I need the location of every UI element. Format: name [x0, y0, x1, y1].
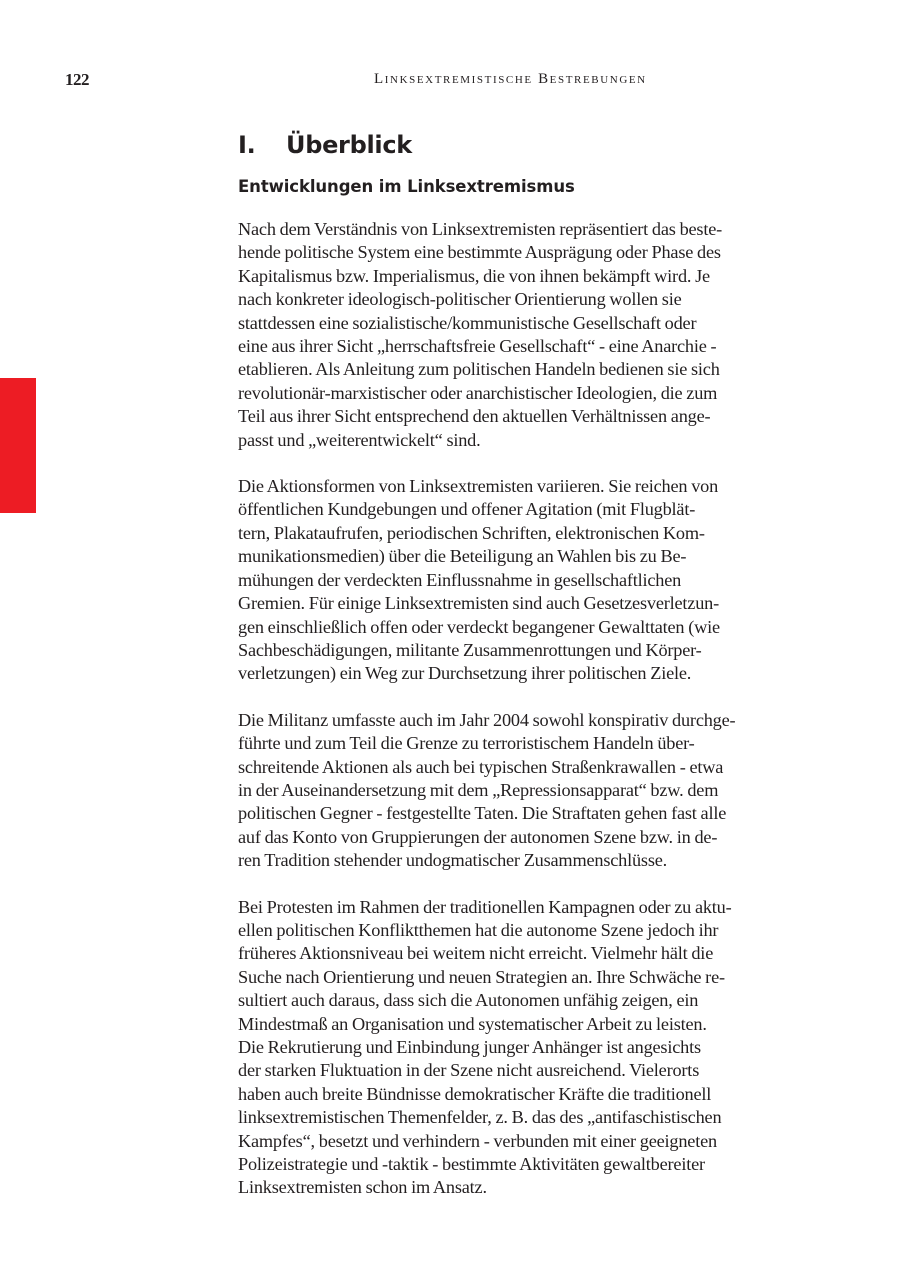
text-line: Kapitalismus bzw. Imperialismus, die von ihnen bekämpft wird. Je — [238, 265, 710, 286]
text-line: ren Tradition stehender undogmatischer Zusammenschlüsse. — [238, 850, 668, 871]
paragraph-1 — [238, 218, 808, 452]
text-line: öffentlichen Kundgebungen und offener Agitation (mit Flugblät- — [238, 499, 696, 520]
section-title: Entwicklungen im Linksextremismus — [238, 177, 575, 196]
text-line: verletzungen) ein Weg zur Durchsetzung ihrer politischen Ziele. — [238, 663, 692, 684]
text-line: revolutionär-marxistischer oder anarchistischer Ideologien, die zum — [238, 382, 718, 403]
text-line: Gremien. Für einige Linksextremisten sind auch Gesetzesverletzun- — [238, 593, 719, 614]
text-line: gen einschließlich offen oder verdeckt begangener Gewalttaten (wie — [238, 616, 720, 637]
text-line: mühungen der verdeckten Einflussnahme in gesellschaftlichen — [238, 569, 682, 590]
text-line: Die Rekrutierung und Einbindung junger Anhänger ist angesichts — [238, 1037, 701, 1057]
text-line: führte und zum Teil die Grenze zu terroristischem Handeln über- — [238, 733, 695, 754]
paragraph-2 — [238, 475, 808, 686]
text-line: ellen politischen Konfliktthemen hat die autonome Szene jedoch ihr — [238, 919, 719, 940]
paragraph-3 — [238, 709, 808, 873]
text-line: Die Militanz umfasste auch im Jahr 2004 sowohl konspirativ durchge- — [238, 709, 736, 730]
text-line: Die Aktionsformen von Linksextremisten variieren. Sie reichen von — [238, 476, 719, 497]
text-line: munikationsmedien) über die Beteiligung an Wahlen bis zu Be- — [238, 546, 687, 567]
text-line: stattdessen eine sozialistische/kommunistische Gesellschaft oder — [238, 312, 697, 333]
text-line: der starken Fluktuation in der Szene nicht ausreichend. Vielerorts — [238, 1060, 700, 1081]
text-line: linksextremistischen Themenfelder, z. B. das des „antifaschistischen — [238, 1107, 722, 1128]
text-line: Bei Protesten im Rahmen der traditionellen Kampagnen oder zu aktu- — [238, 896, 732, 917]
text-line: in der Auseinandersetzung mit dem „Repressionsapparat“ bzw. dem — [238, 779, 719, 800]
text-line: hende politische System eine bestimmte Ausprägung oder Phase des — [238, 242, 721, 263]
text-line: schreitende Aktionen als auch bei typischen Straßenkrawallen - etwa — [238, 756, 724, 777]
chapter-number: I. — [238, 131, 256, 159]
running-head: Linksextremistische Bestrebungen — [374, 71, 647, 87]
chapter-title — [238, 126, 808, 164]
text-line: Nach dem Verständnis von Linksextremisten repräsentiert das beste- — [238, 219, 723, 239]
text-line: auf das Konto von Gruppierungen der autonomen Szene bzw. in de- — [238, 826, 718, 847]
text-line: Linksextremisten schon im Ansatz. — [238, 1177, 487, 1198]
text-line: Polizeistrategie und -taktik - bestimmte Aktivitäten gewaltbereiter — [238, 1154, 705, 1175]
chapter-title-text: Überblick — [286, 131, 412, 159]
paragraph-4 — [238, 896, 808, 1200]
text-line: früheres Aktionsniveau bei weitem nicht erreicht. Vielmehr hält die — [238, 943, 714, 964]
text-line: Sachbeschädigungen, militante Zusammenrottungen und Körper- — [238, 639, 702, 660]
page-content — [238, 126, 808, 1200]
text-line: tern, Plakataufrufen, periodischen Schriften, elektronischen Kom- — [238, 522, 705, 543]
text-line: eine aus ihrer Sicht „herrschaftsfreie Gesellschaft“ - eine Anarchie - — [238, 336, 717, 357]
page-number: 122 — [65, 70, 89, 89]
text-line: Mindestmaß an Organisation und systematischer Arbeit zu leisten. — [238, 1013, 707, 1034]
text-line: Suche nach Orientierung und neuen Strategien an. Ihre Schwäche re- — [238, 966, 725, 987]
text-line: etablieren. Als Anleitung zum politischen Handeln bedienen sie sich — [238, 359, 720, 380]
text-line: nach konkreter ideologisch-politischer Orientierung wollen sie — [238, 289, 682, 310]
text-line: Kampfes“, besetzt und verhindern - verbunden mit einer geeigneten — [238, 1130, 717, 1151]
text-line: passt und „weiterentwickelt“ sind. — [238, 429, 481, 450]
text-line: Teil aus ihrer Sicht entsprechend den aktuellen Verhältnissen ange- — [238, 406, 711, 427]
text-line: sultiert auch daraus, dass sich die Autonomen unfähig zeigen, ein — [238, 990, 699, 1011]
text-line: politischen Gegner - festgestellte Taten. Die Straftaten gehen fast alle — [238, 803, 727, 824]
chapter-side-marker — [0, 378, 36, 513]
text-line: haben auch breite Bündnisse demokratischer Kräfte die traditionell — [238, 1083, 712, 1104]
